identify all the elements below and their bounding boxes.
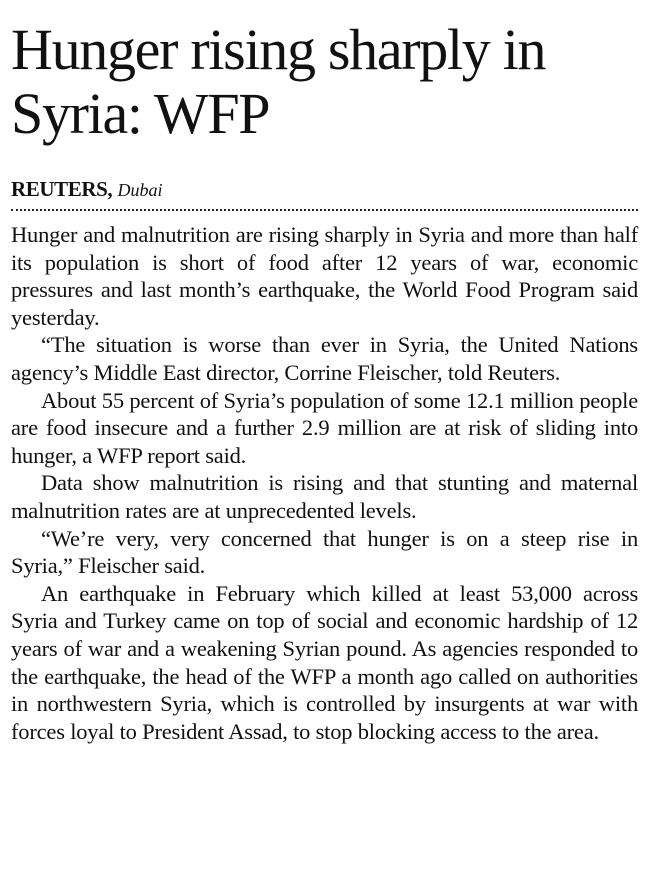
byline-agency: REUTERS,: [11, 177, 113, 201]
news-article: [11, 0, 638, 745]
paragraph: About 55 percent of Syria’s population of some 12.1 million people are food insecure and a further 2.9 million are at risk of sliding into hunger, a WFP report said.: [11, 387, 638, 468]
paragraph: “We’re very, very concerned that hunger is on a steep rise in Syria,” Fleischer said.: [11, 525, 638, 579]
paragraph: Hunger and malnutrition are rising sharply in Syria and more than half its population is short of food after 12 years of war, economic pressures and last month’s earthquake, the World Food Program said yesterday.: [11, 222, 638, 330]
paragraph: Data show malnutrition is rising and that stunting and maternal malnutrition rates are at unprecedented levels.: [11, 470, 638, 523]
byline-location: Dubai: [117, 180, 163, 200]
byline: [11, 176, 638, 202]
paragraph: “The situation is worse than ever in Syria, the United Nations agency’s Middle East director, Corrine Fleischer, told Reuters.: [11, 332, 638, 385]
headline: Hunger rising sharply in Syria: WFP: [11, 17, 546, 146]
paragraph: An earthquake in February which killed at least 53,000 across Syria and Turkey came on top of social and economic hardship of 12 years of war and a weakening Syrian pound. As agencies responded to the earthquake, the head of the WFP a month ago called on authorities in northwestern Syria, which is controlled by insurgents at war with forces loyal to President Assad, to stop blocking access to the area.: [11, 580, 638, 744]
article-body: [11, 221, 638, 745]
dotted-divider: [11, 209, 638, 211]
